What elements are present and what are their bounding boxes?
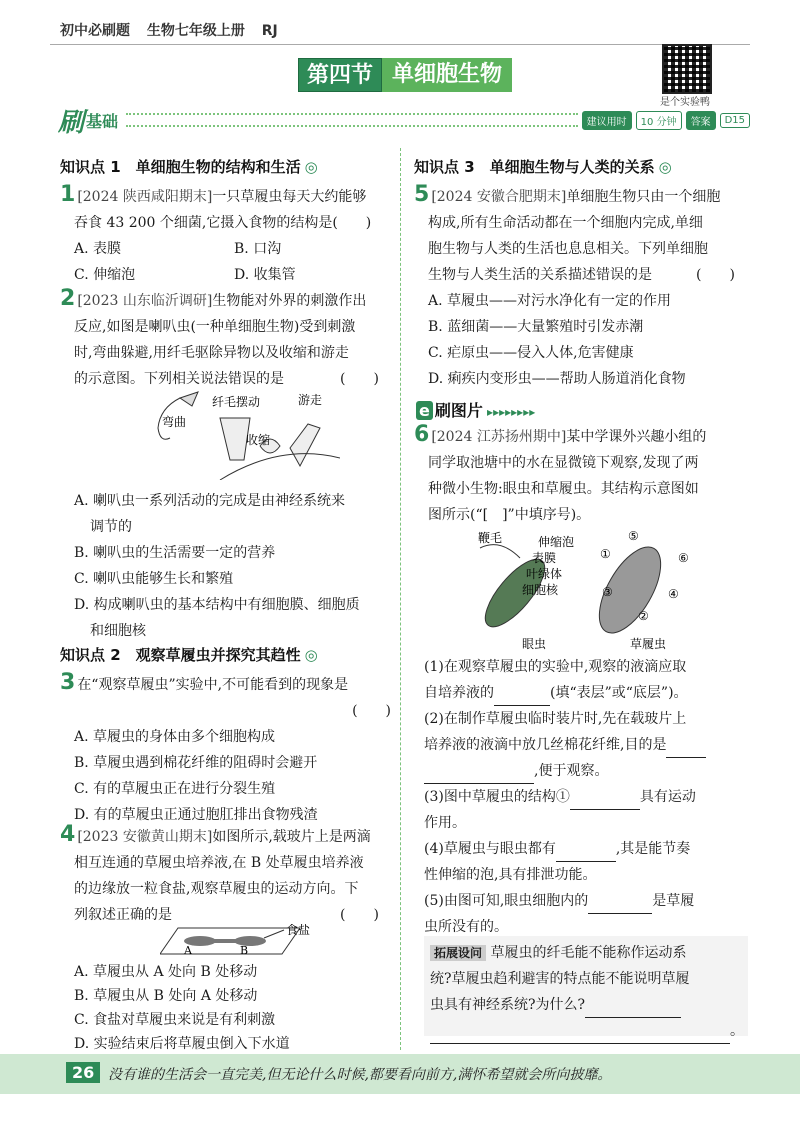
blank-4[interactable]	[556, 845, 616, 862]
label-1: ①	[600, 547, 611, 561]
label-chloroplast: 叶绿体	[526, 567, 563, 581]
time-label: 建议用时	[582, 111, 632, 130]
slide-figure	[160, 924, 320, 958]
jichu-label: 基础	[86, 111, 119, 131]
page-number: 26	[66, 1062, 100, 1083]
qr-code-icon[interactable]	[662, 44, 712, 94]
edition: RJ	[261, 23, 278, 39]
section-name: 单细胞生物	[382, 58, 512, 92]
blank-ext-b[interactable]	[430, 1027, 730, 1044]
shua-tupian-heading: e 刷图片 ▸▸▸▸▸▸▸▸	[416, 398, 535, 421]
label-bend: 弯曲	[162, 415, 187, 429]
book-title: 初中必刷题	[60, 23, 130, 39]
question-3: 3 在“观察草履虫”实验中,不可能看到的现象是 ( ) A. 草履虫的身体由多个细胞构成 B. 草履虫遇到棉花纤维的阻碍时会避开 C. 有的草履虫正在进行分裂生殖 D. 有的草履虫正通过胞肛排出食物残渣	[60, 670, 391, 823]
label-4: ④	[668, 587, 679, 601]
time-value: 10 分钟	[636, 111, 682, 130]
label-a: A	[184, 944, 192, 957]
label-pellicle: 表膜	[532, 551, 557, 565]
label-5: ⑤	[628, 529, 639, 543]
label-salt: 食盐	[286, 924, 311, 937]
label-shrink: 收缩	[246, 433, 271, 447]
running-header	[60, 20, 290, 40]
target-icon: ◎	[658, 158, 672, 176]
question-2: 2 [2023 山东临沂调研]生物能对外界的刺激作出 反应,如图是喇叭虫(一种单细胞生物)受到刺激 时,弯曲躲避,用纤毛驱除异物以及收缩和游走 的示意图。下列相关说法错误的是 ( )	[60, 286, 379, 387]
knowledge-point-2: 知识点 2 观察草履虫并探究其趋性 ◎	[60, 646, 318, 664]
knowledge-point-1: 知识点 1 单细胞生物的结构和生活 ◎	[60, 158, 318, 176]
label-2: ②	[638, 609, 649, 623]
footer-quote: 没有谁的生活会一直完美,但无论什么时候,都要看向前方,满怀希望就会所向披靡。	[108, 1067, 612, 1083]
label-euglena: 眼虫	[522, 637, 547, 651]
label-3: ③	[602, 585, 613, 599]
blank-3[interactable]	[570, 793, 640, 810]
question-4: 4 [2023 安徽黄山期末]如图所示,载玻片上是两滴 相互连通的草履虫培养液,在 B 处草履虫培养液 的边缘放一粒食盐,观察草履虫的运动方向。下 列叙述正确的是 ( )	[60, 822, 379, 923]
question-6: 6 [2024 江苏扬州期中]某中学课外兴趣小组的 同学取池塘中的水在显微镜下观察,发现了两 种微小生物:眼虫和草履虫。其结构示意图如 图所示(“[ ]”中填序号)。	[414, 422, 707, 523]
label-flagellum: 鞭毛	[478, 531, 503, 545]
question-4-options: A. 草履虫从 A 处向 B 处移动 B. 草履虫从 B 处向 A 处移动 C. 食盐对草履虫来说是有利刺激 D. 实验结束后将草履虫倒入下水道	[74, 964, 290, 1052]
label-b: B	[240, 944, 249, 957]
blank-5[interactable]	[588, 897, 652, 914]
subject-title: 生物七年级上册	[146, 23, 245, 39]
question-5: 5 [2024 安徽合肥期末]单细胞生物只由一个细胞 构成,所有生命活动都在一个细胞内完成,单细 胞生物与人类的生活也息息相关。下列单细胞 生物与人类生活的关系描述错误的是 ( ) A. 草履虫——对污水净化有一定的作用 B. 蓝细菌——大量繁殖时引发赤潮 C. 疟原虫——侵入人体,危害健康 D. 痢疾内变形虫——帮助人肠道消化食物	[414, 182, 735, 387]
practice-bar	[58, 107, 750, 138]
qr-label: 是个实验鸭	[660, 97, 710, 108]
column-divider	[400, 148, 401, 1050]
label-paramecium: 草履虫	[630, 637, 667, 651]
header-divider	[50, 44, 750, 45]
dotted-divider	[126, 113, 578, 127]
target-icon: ◎	[304, 646, 318, 664]
answer-label: 答案	[686, 111, 716, 130]
section-title	[298, 58, 512, 92]
extension-question-box: 拓展设问 草履虫的纤毛能不能称作运动系 统?草履虫趋利避害的特点能不能说明草履 虫具有神经系统?为什么? 。	[424, 936, 748, 1036]
blank-1[interactable]	[494, 689, 550, 706]
section-number: 第四节	[298, 58, 382, 92]
label-nucleus: 细胞核	[522, 583, 559, 597]
shua-label: 刷	[58, 107, 85, 138]
question-2-options: A. 喇叭虫一系列活动的完成是由神经系统来 调节的 B. 喇叭虫的生活需要一定的营养 C. 喇叭虫能够生长和繁殖 D. 构成喇叭虫的基本结构中有细胞膜、细胞质 和细胞核	[74, 493, 360, 639]
trumpet-animal-figure	[140, 388, 340, 480]
label-cilia: 纤毛摆动	[212, 395, 261, 409]
label-swim: 游走	[298, 393, 323, 407]
question-6-subquestions: (1)在观察草履虫的实验中,观察的液滴应取 自培养液的 (填“表层”或“底层”)。 (2)在制作草履虫临时装片时,先在载玻片上 培养液的液滴中放几丝棉花纤维,目的是 ,便于观察。 (3)图中草履虫的结构① 具有运动 作用。 (4)草履虫与眼虫都有 ,其是能节奏 性伸缩的泡,具有排泄功能。 (5)由图可知,眼虫细胞内的 是草履 虫所没有的。	[424, 654, 750, 940]
knowledge-point-3: 知识点 3 单细胞生物与人类的关系 ◎	[414, 158, 672, 176]
target-icon: ◎	[304, 158, 318, 176]
euglena-paramecium-figure	[470, 528, 710, 652]
label-contractile-vacuole: 伸缩泡	[538, 535, 575, 549]
blank-ext-a[interactable]	[585, 1001, 681, 1018]
blank-2a[interactable]	[666, 741, 706, 758]
extension-tag: 拓展设问	[430, 945, 486, 961]
label-6: ⑥	[678, 551, 689, 565]
blank-2b[interactable]	[424, 767, 534, 784]
question-1: 1 [2024 陕西咸阳期末]一只草履虫每天大约能够 吞食 43 200 个细菌,它摄入食物的结构是( ) A. 表膜 B. 口沟 C. 伸缩泡 D. 收集管	[60, 182, 372, 283]
answer-page: D15	[720, 113, 750, 128]
